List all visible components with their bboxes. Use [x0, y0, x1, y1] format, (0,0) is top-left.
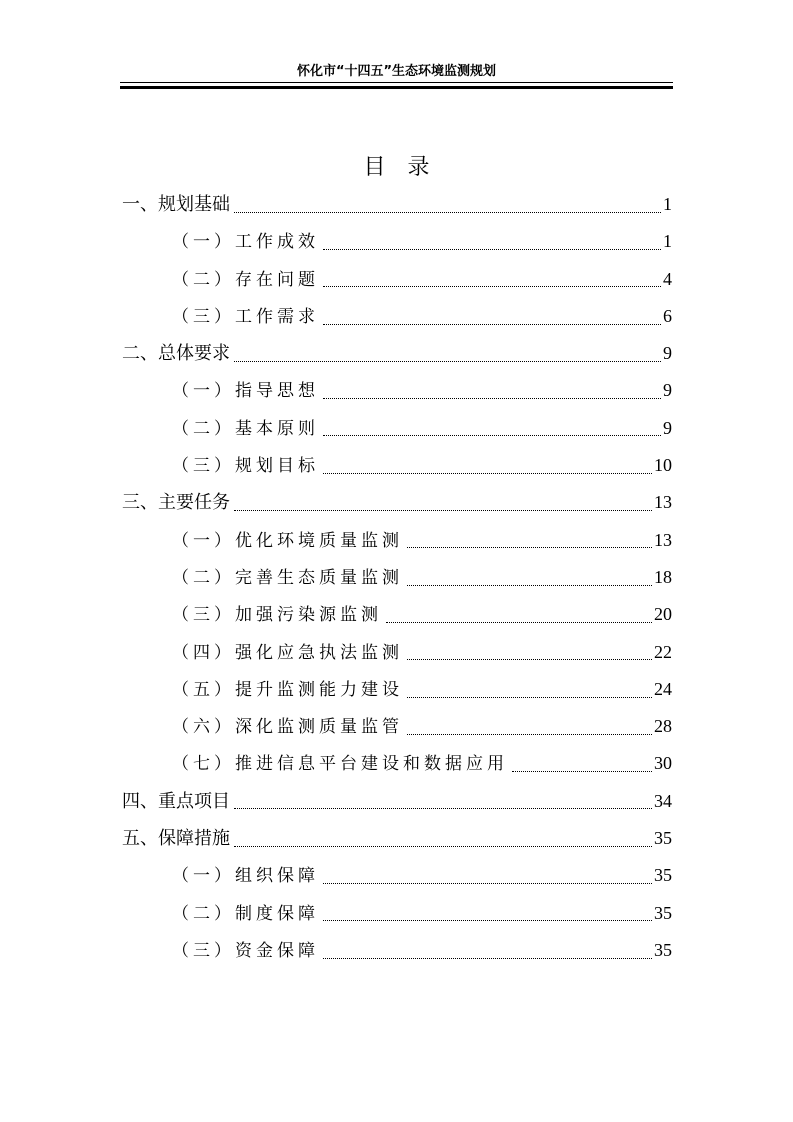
toc-dot-leader — [323, 882, 652, 884]
toc-entry-label: （四）强化应急执法监测 — [172, 642, 403, 663]
toc-dot-leader — [323, 285, 661, 287]
toc-entry-page-number: 9 — [663, 343, 672, 364]
toc-entry-page-number: 9 — [663, 417, 672, 438]
toc-dot-leader — [323, 919, 652, 921]
header-rule-thick — [120, 86, 673, 89]
toc-entry-label: （三）规划目标 — [172, 456, 319, 477]
toc-subsection-entry[interactable] — [122, 410, 672, 447]
toc-dot-leader — [234, 509, 652, 511]
toc-entry-label: （一）指导思想 — [172, 381, 319, 402]
toc-dot-leader — [512, 770, 652, 772]
toc-dot-leader — [323, 248, 661, 250]
toc-entry-label: （一）工作成效 — [172, 232, 319, 253]
toc-section-entry[interactable] — [122, 335, 672, 372]
toc-entry-page-number: 9 — [663, 380, 672, 401]
toc-dot-leader — [407, 658, 652, 660]
toc-entry-label: 三、主要任务 — [122, 492, 230, 514]
toc-entry-page-number: 20 — [654, 604, 672, 625]
toc-subsection-entry[interactable] — [122, 261, 672, 298]
toc-dot-leader — [323, 472, 652, 474]
toc-dot-leader — [407, 584, 652, 586]
toc-dot-leader — [234, 845, 652, 847]
toc-entry-page-number: 35 — [654, 865, 672, 886]
toc-subsection-entry[interactable] — [122, 932, 672, 969]
toc-entry-page-number: 1 — [663, 194, 672, 214]
toc-entry-page-number: 1 — [663, 231, 672, 252]
toc-entry-page-number: 35 — [654, 828, 672, 849]
toc-entry-page-number: 35 — [654, 939, 672, 960]
toc-section-entry[interactable] — [122, 820, 672, 857]
toc-dot-leader — [323, 397, 661, 399]
toc-subsection-entry[interactable] — [122, 223, 672, 260]
toc-entry-label: （五）提升监测能力建设 — [172, 679, 403, 700]
toc-entry-label: 五、保障措施 — [122, 828, 230, 850]
toc-entry-label: （三）资金保障 — [172, 940, 319, 961]
toc-subsection-entry[interactable] — [122, 745, 672, 782]
toc-entry-label: （七）推进信息平台建设和数据应用 — [172, 754, 508, 775]
toc-entry-page-number: 34 — [654, 790, 672, 811]
toc-dot-leader — [407, 546, 652, 548]
toc-subsection-entry[interactable] — [122, 596, 672, 633]
toc-entry-label: （二）存在问题 — [172, 269, 319, 290]
toc-entry-label: （一）优化环境质量监测 — [172, 530, 403, 551]
toc-subsection-entry[interactable] — [122, 857, 672, 894]
toc-entry-page-number: 10 — [654, 455, 672, 476]
toc-entry-label: （二）完善生态质量监测 — [172, 567, 403, 588]
toc-section-entry[interactable] — [122, 484, 672, 521]
toc-subsection-entry[interactable] — [122, 895, 672, 932]
toc-entry-label: 二、总体要求 — [122, 343, 230, 365]
toc-entry-page-number: 18 — [654, 566, 672, 587]
toc-title: 目录 — [363, 155, 452, 180]
toc-dot-leader — [234, 807, 652, 809]
toc-entry-label: 四、重点项目 — [122, 790, 230, 812]
toc-dot-leader — [407, 733, 652, 735]
table-of-contents — [122, 186, 672, 969]
toc-dot-leader — [234, 211, 661, 213]
header-rule-thin — [120, 82, 673, 83]
toc-entry-page-number: 28 — [654, 716, 672, 737]
toc-entry-page-number: 30 — [654, 753, 672, 774]
toc-dot-leader — [323, 323, 661, 325]
toc-dot-leader — [323, 957, 652, 959]
running-header-title: 怀化市“十四五”生态环境监测规划 — [296, 64, 497, 79]
toc-dot-leader — [323, 434, 661, 436]
toc-subsection-entry[interactable] — [122, 708, 672, 745]
toc-dot-leader — [386, 621, 652, 623]
toc-entry-label: （二）基本原则 — [172, 418, 319, 439]
toc-subsection-entry[interactable] — [122, 298, 672, 335]
toc-dot-leader — [407, 696, 652, 698]
toc-entry-label: （六）深化监测质量监管 — [172, 717, 403, 738]
toc-entry-page-number: 22 — [654, 641, 672, 662]
toc-section-entry[interactable] — [122, 783, 672, 820]
toc-entry-label: （二）制度保障 — [172, 903, 319, 924]
toc-section-entry[interactable] — [122, 186, 672, 223]
toc-entry-label: 一、规划基础 — [122, 194, 230, 215]
toc-entry-page-number: 6 — [663, 305, 672, 326]
toc-subsection-entry[interactable] — [122, 671, 672, 708]
toc-entry-page-number: 13 — [654, 492, 672, 513]
toc-entry-page-number: 35 — [654, 902, 672, 923]
toc-subsection-entry[interactable] — [122, 447, 672, 484]
toc-entry-label: （三）工作需求 — [172, 306, 319, 327]
toc-entry-page-number: 24 — [654, 678, 672, 699]
toc-entry-page-number: 13 — [654, 529, 672, 550]
toc-entry-label: （三）加强污染源监测 — [172, 605, 382, 626]
toc-subsection-entry[interactable] — [122, 634, 672, 671]
toc-subsection-entry[interactable] — [122, 559, 672, 596]
toc-entry-page-number: 4 — [663, 268, 672, 289]
toc-subsection-entry[interactable] — [122, 372, 672, 409]
toc-dot-leader — [234, 360, 661, 362]
toc-entry-label: （一）组织保障 — [172, 866, 319, 887]
toc-subsection-entry[interactable] — [122, 522, 672, 559]
